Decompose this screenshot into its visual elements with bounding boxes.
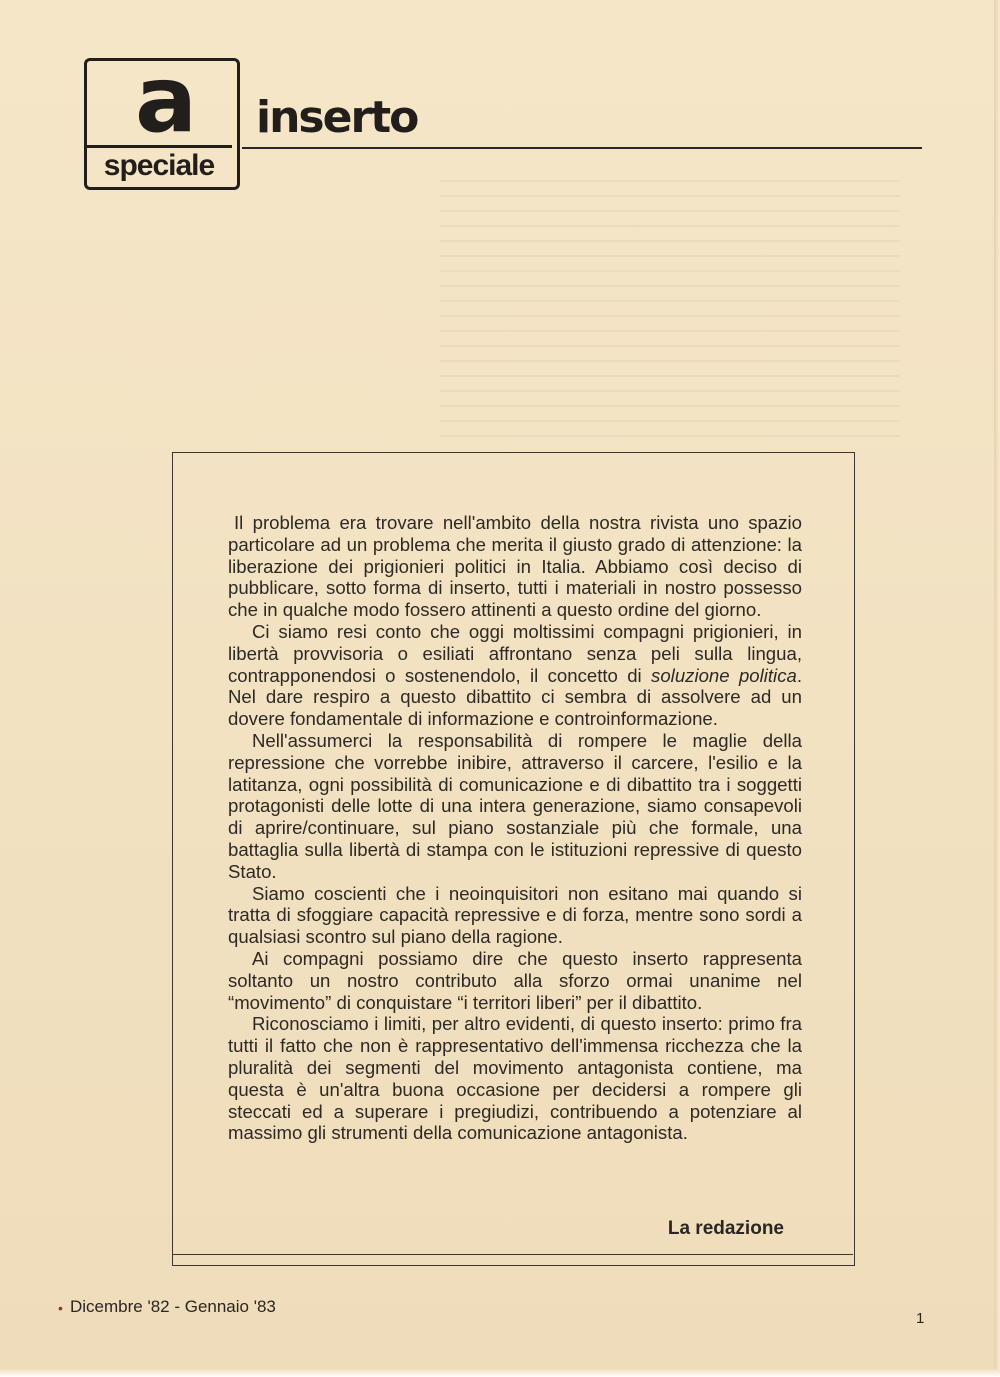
logo-letter: a — [134, 46, 194, 153]
page-edge-bottom — [0, 1369, 1000, 1377]
paragraph-5: Ai compagni possiamo dire che questo inserto rappresenta soltanto un nostro contributo alla sforzo ormai unanime nel “movimento” di conquistare “i territori liberi” per il dibattito. — [228, 947, 802, 1013]
header-rule — [242, 147, 922, 149]
section-title: inserto — [256, 92, 418, 143]
editorial-body — [228, 512, 802, 1144]
paragraph-2-start: Ci siamo resi conto che oggi moltissimi compagni prigionieri, in libertà provvisoria o esiliati affrontano senza peli sulla lingua, contrapponendosi o sostenendolo, il concetto di — [228, 620, 802, 686]
paragraph-6: Riconosciamo i limiti, per altro evidenti, di questo inserto: primo fra tutti il fatto che non è rappresentativo dell'immensa ricchezza che la pluralità dei segmenti del movimento antagonista contiene, ma questa è un'altra buona occasione per decidersi a rompere gli steccati ed a superare i pregiudizi, contribuendo a potenziare al massimo gli strumenti della comunicazione antagonista. — [228, 1013, 802, 1144]
logo-word: speciale — [86, 145, 232, 184]
page-number: 1 — [916, 1310, 925, 1327]
paragraph-2-end: . Nel dare respiro a questo dibattito ci sembra di assolvere ad un dovere fondamentale di informazione e controinformazione. — [228, 664, 802, 730]
paragraph-2-italic: soluzione politica — [651, 664, 797, 686]
page-edge-right — [994, 0, 1000, 1377]
paragraph-2 — [228, 621, 802, 730]
signature: La redazione — [667, 1218, 784, 1239]
bleed-through-texture — [440, 180, 900, 440]
paragraph-4: Siamo coscienti che i neoinquisitori non esitano mai quando si tratta di sfoggiare capacità repressive e di forza, mentre sono sordi a qualsiasi scontro sul piano della ragione. — [228, 882, 802, 948]
paragraph-3: Nell'assumerci la responsabilità di rompere le maglie della repressione che vorrebbe inibire, attraverso il carcere, l'esilio e la latitanza, ogni possibilità di comunicazione e di dibattito tra i soggetti protagonisti delle lotte di una intera generazione, siamo consapevoli di aprire/continuare, sul piano sostanziale più che formale, una battaglia sulla libertà di stampa con le istituzioni repressive di questo Stato. — [228, 729, 802, 882]
footer-bullet-icon: • — [58, 1300, 63, 1316]
paragraph-1: Il problema era trovare nell'ambito della nostra rivista uno spazio particolare ad un problema che merita il giusto grado di attenzione: la liberazione dei prigionieri politici in Italia. Abbiamo così deciso di pubblicare, sotto forma di inserto, tutti i materiali in nostro possesso che in qualche modo fossero attinenti a questo ordine del giorno. — [228, 512, 802, 621]
issue-date: Dicembre '82 - Gennaio '83 — [70, 1297, 276, 1316]
editorial-frame-inner-rule — [172, 1254, 853, 1255]
